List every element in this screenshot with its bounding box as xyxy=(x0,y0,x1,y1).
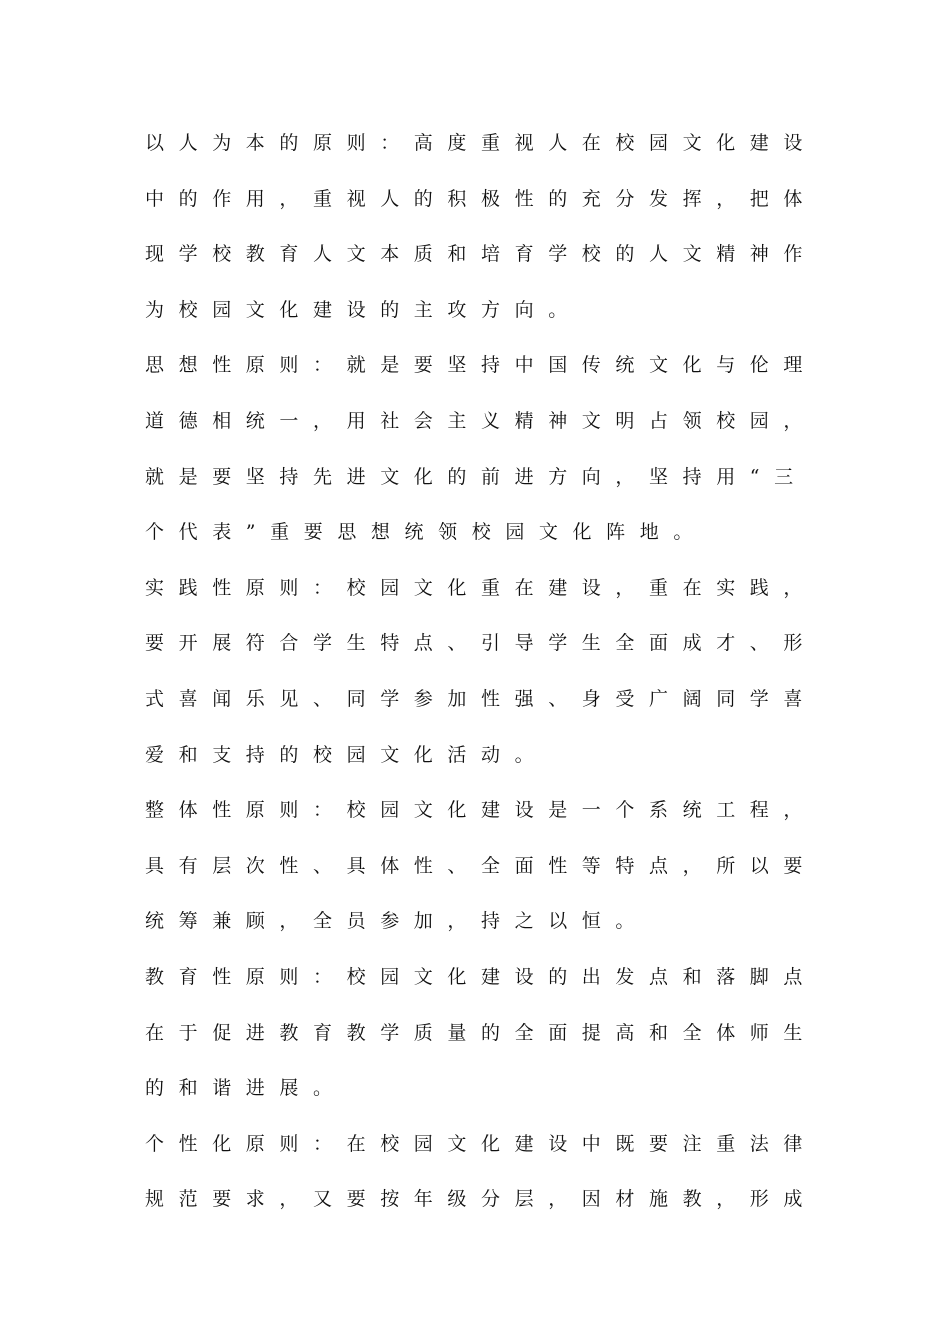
paragraph-individualized xyxy=(145,1117,818,1228)
text-line: 个性化原则：在校园文化建设中既要注重法律 xyxy=(145,1132,818,1155)
text-line: 统筹兼顾，全员参加，持之以恒。 xyxy=(145,910,650,933)
text-line: 思想性原则：就是要坚持中国传统文化与伦理 xyxy=(145,354,818,377)
paragraph-holistic xyxy=(145,783,818,950)
text-line: 道德相统一，用社会主义精神文明占领校园， xyxy=(145,409,818,432)
text-line: 为校园文化建设的主攻方向。 xyxy=(145,298,582,321)
text-line: 现学校教育人文本质和培育学校的人文精神作 xyxy=(145,243,818,266)
text-line: 以人为本的原则：高度重视人在校园文化建设 xyxy=(145,132,818,154)
paragraph-ideological xyxy=(145,338,818,560)
text-line: 的和谐进展。 xyxy=(145,1077,347,1100)
text-line: 实践性原则：校园文化重在建设，重在实践， xyxy=(145,576,818,599)
document-body xyxy=(145,116,818,1228)
text-line: 规范要求，又要按年级分层，因材施教，形成 xyxy=(145,1188,818,1211)
paragraph-practical xyxy=(145,561,818,783)
text-line: 就是要坚持先进文化的前进方向，坚持用“三 xyxy=(145,465,808,488)
text-line: 教育性原则：校园文化建设的出发点和落脚点 xyxy=(145,965,818,988)
paragraph-people-oriented xyxy=(145,116,818,338)
text-line: 个代表”重要思想统领校园文化阵地。 xyxy=(145,521,707,544)
text-line: 具有层次性、具体性、全面性等特点，所以要 xyxy=(145,854,818,877)
text-line: 爱和支持的校园文化活动。 xyxy=(145,743,549,766)
text-line: 中的作用，重视人的积极性的充分发挥，把体 xyxy=(145,187,818,210)
text-line: 要开展符合学生特点、引导学生全面成才、形 xyxy=(145,632,818,655)
paragraph-educational xyxy=(145,950,818,1117)
text-line: 在于促进教育教学质量的全面提高和全体师生 xyxy=(145,1021,818,1044)
text-line: 式喜闻乐见、同学参加性强、身受广阔同学喜 xyxy=(145,687,818,710)
text-line: 整体性原则：校园文化建设是一个系统工程， xyxy=(145,799,818,822)
